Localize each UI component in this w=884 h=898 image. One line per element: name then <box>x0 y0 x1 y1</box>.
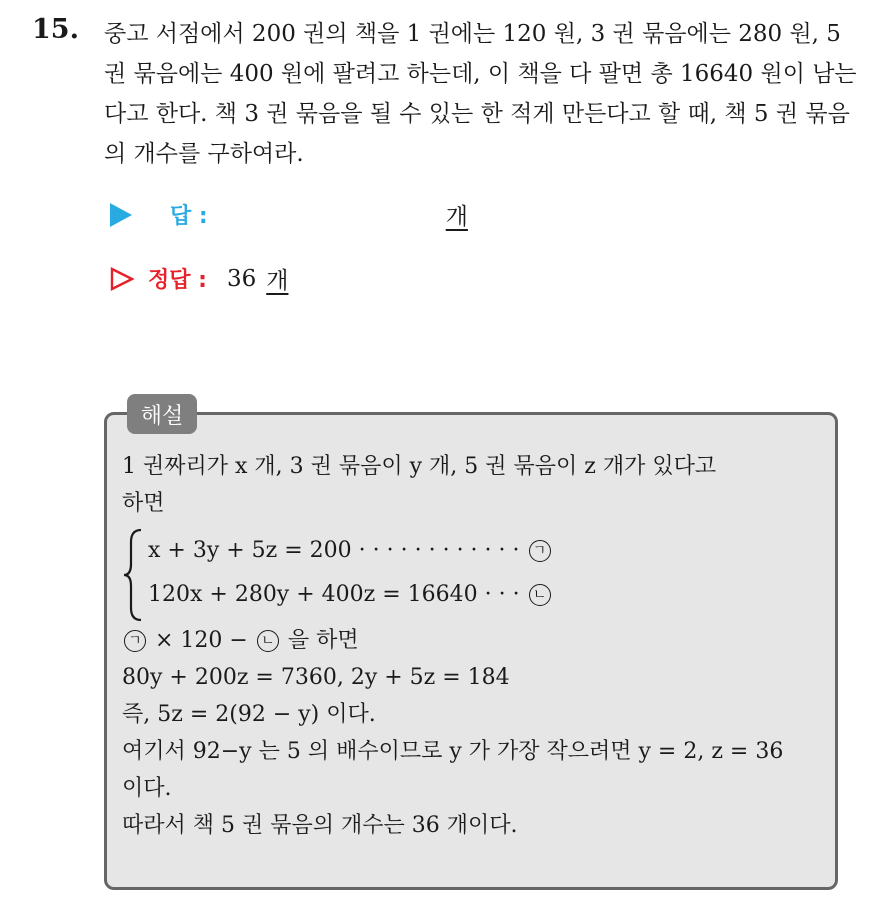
solution-operation <box>122 622 832 659</box>
answer-row <box>110 198 468 231</box>
solution-tag: 해설 <box>127 394 197 434</box>
operation-tail: 을 하면 <box>280 628 359 653</box>
equation-1 <box>148 532 553 569</box>
correct-answer-row <box>110 262 288 295</box>
solution-line-4: 80y + 200z = 7360, 2y + 5z = 184 <box>122 665 510 690</box>
left-brace-icon <box>122 528 144 622</box>
outline-triangle-icon <box>110 267 134 291</box>
equation-2-text: 120x + 280y + 400z = 16640 · · · <box>148 582 527 607</box>
correct-value: 36 <box>226 265 257 292</box>
operation-times: × 120 − <box>148 628 255 653</box>
solution-line-8: 따라서 책 5 권 묶음의 개수는 36 개이다. <box>122 813 518 838</box>
solution-line-2: 하면 <box>122 491 165 516</box>
solution-content <box>122 448 832 844</box>
equation-1-text: x + 3y + 5z = 200 · · · · · · · · · · · · <box>148 538 527 563</box>
question-text: 중고 서점에서 200 권의 책을 1 권에는 120 원, 3 권 묶음에는 280 원, 5 권 묶음에는 400 원에 팔려고 하는데, 이 책을 다 팔면 총 16640 원이 남는다고 한다. 책 3 권 묶음을 될 수 있는 한 적게 만든다고 할 때, 책 5 권 묶음의 개수를 구하여라. <box>104 21 857 167</box>
circled-giyeok-icon: ㄱ <box>529 540 551 562</box>
play-triangle-icon <box>110 203 132 227</box>
equation-2 <box>148 576 553 613</box>
circled-nieun-icon: ㄴ <box>257 630 279 652</box>
correct-label: 정답 : <box>148 268 207 293</box>
solution-line-7: 이다. <box>122 776 172 801</box>
equation-system <box>122 528 832 622</box>
circled-nieun-icon: ㄴ <box>529 584 551 606</box>
circled-giyeok-icon: ㄱ <box>124 630 146 652</box>
correct-unit: 개 <box>266 268 289 294</box>
question-number: 15. <box>32 14 79 45</box>
answer-label: 답 : <box>170 204 208 229</box>
answer-unit: 개 <box>445 204 468 230</box>
solution-line-5: 즉, 5z = 2(92 − y) 이다. <box>122 702 376 727</box>
solution-line-6: 여기서 92−y 는 5 의 배수이므로 y 가 가장 작으려면 y = 2, z = 36 <box>122 739 784 764</box>
solution-line-1: 1 권짜리가 x 개, 3 권 묶음이 y 개, 5 권 묶음이 z 개가 있다고 <box>122 454 717 479</box>
